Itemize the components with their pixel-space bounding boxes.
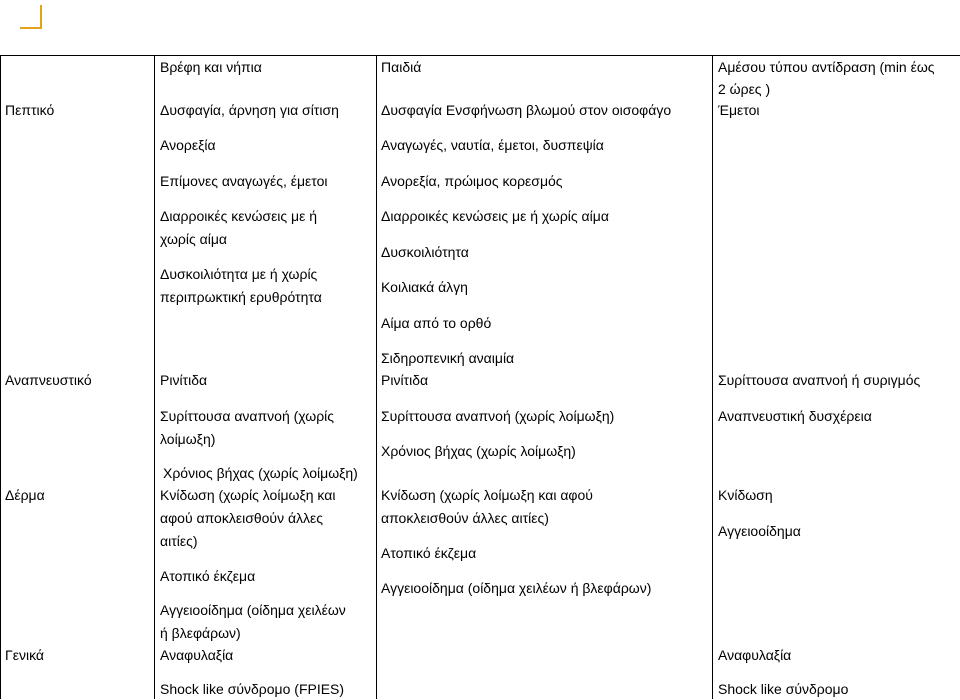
skin-children-item: αποκλεισθούν άλλες αιτίες)	[381, 510, 549, 526]
digestive-infants-item: Επίμονες αναγωγές, έμετοι	[160, 173, 328, 189]
category-digestive: Πεπτικό	[5, 102, 55, 118]
respiratory-infants-item: Χρόνιος βήχας (χωρίς λοίμωξη)	[163, 465, 358, 481]
skin-infants-item: Κνίδωση (χωρίς λοίμωξη και	[160, 487, 336, 503]
respiratory-children-item: Ρινίτιδα	[381, 372, 429, 388]
skin-immediate-item: Κνίδωση	[718, 487, 773, 503]
digestive-infants-item: περιπρωκτική ερυθρότητα	[160, 289, 322, 305]
skin-immediate-item: Αγγειοοίδημα	[718, 523, 801, 539]
general-infants-item: Αναφυλαξία	[160, 647, 234, 663]
digestive-children-item: Διαρροικές κενώσεις με ή χωρίς αίμα	[381, 208, 609, 224]
header-children: Παιδιά	[381, 59, 422, 75]
digestive-infants-item: Δυσκοιλιότητα με ή χωρίς	[160, 266, 318, 282]
skin-infants-item: ή βλεφάρων)	[160, 625, 241, 641]
skin-children-item: Κνίδωση (χωρίς λοίμωξη και αφού	[381, 487, 593, 503]
digestive-infants-item: Ανορεξία	[160, 137, 216, 153]
digestive-immediate-item: Έμετοι	[718, 102, 760, 118]
skin-infants-item: αιτίες)	[160, 533, 198, 549]
digestive-infants-item: Διαρροικές κενώσεις με ή	[160, 208, 318, 224]
header-immediate: Αμέσου τύπου αντίδραση (min έως	[718, 59, 935, 75]
digestive-children-item: Δυσφαγία Ενσφήνωση βλωμού στον οισοφάγο	[381, 102, 672, 118]
header-infants: Βρέφη και νήπια	[160, 59, 262, 75]
crop-mark-horizontal	[20, 27, 42, 29]
digestive-children-item: Κοιλιακά άλγη	[381, 279, 468, 295]
skin-infants-item: Αγγειοοίδημα (οίδημα χειλέων	[160, 602, 346, 618]
skin-infants-item: αφού αποκλεισθούν άλλες	[160, 510, 324, 526]
respiratory-children-item: Συρίττουσα αναπνοή (χωρίς λοίμωξη)	[381, 408, 615, 424]
respiratory-immediate-item: Συρίττουσα αναπνοή ή συριγμός	[718, 372, 921, 388]
skin-children-item: Ατοπικό έκζεμα	[381, 545, 477, 561]
respiratory-infants-item: λοίμωξη)	[160, 431, 216, 447]
digestive-children-item: Σιδηροπενική αναιμία	[381, 350, 515, 366]
category-skin: Δέρμα	[5, 487, 45, 503]
table-left-border	[0, 55, 1, 699]
header-immediate-line2: 2 ώρες )	[718, 81, 771, 97]
column-divider-2	[376, 55, 377, 699]
digestive-children-item: Δυσκοιλιότητα	[381, 244, 469, 260]
general-immediate-item: Αναφυλαξία	[718, 647, 792, 663]
respiratory-immediate-item: Αναπνευστική δυσχέρεια	[718, 408, 872, 424]
general-immediate-item: Shock like σύνδρομο	[718, 681, 849, 697]
respiratory-children-item: Χρόνιος βήχας (χωρίς λοίμωξη)	[381, 443, 576, 459]
crop-mark-vertical	[40, 5, 42, 29]
column-divider-1	[154, 55, 155, 699]
digestive-infants-item: Δυσφαγία, άρνηση για σίτιση	[160, 102, 339, 118]
digestive-infants-item: χωρίς αίμα	[160, 231, 227, 247]
category-respiratory: Αναπνευστικό	[5, 372, 92, 388]
category-general: Γενικά	[5, 647, 44, 663]
respiratory-infants-item: Ρινίτιδα	[160, 372, 208, 388]
digestive-children-item: Ανορεξία, πρώιμος κορεσμός	[381, 173, 563, 189]
digestive-children-item: Αίμα από το ορθό	[381, 315, 492, 331]
skin-infants-item: Ατοπικό έκζεμα	[160, 568, 256, 584]
column-divider-3	[712, 55, 713, 699]
skin-children-item: Αγγειοοίδημα (οίδημα χειλέων ή βλεφάρων)	[381, 580, 652, 596]
respiratory-infants-item: Συρίττουσα αναπνοή (χωρίς	[160, 408, 335, 424]
general-infants-item: Shock like σύνδρομο (FPIES)	[160, 681, 345, 697]
digestive-children-item: Αναγωγές, ναυτία, έμετοι, δυσπεψία	[381, 137, 604, 153]
